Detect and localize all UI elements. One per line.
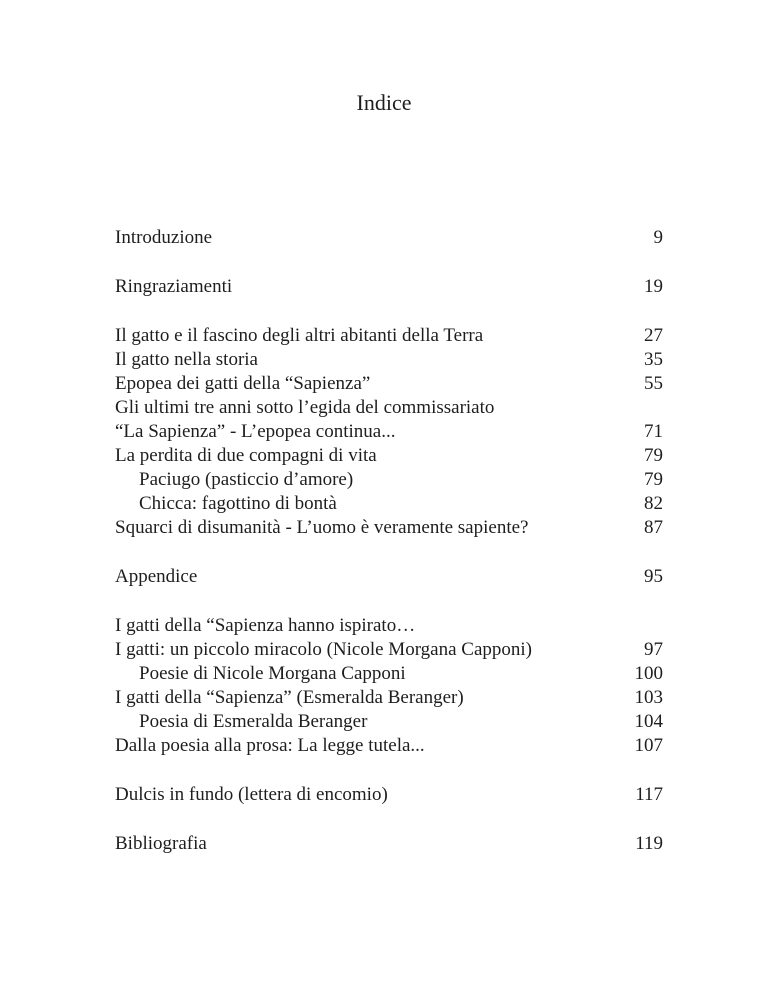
toc-group [115, 783, 663, 807]
toc-entry-title: Ringraziamenti [115, 276, 233, 297]
toc-entry-title: I gatti: un piccolo miracolo (Nicole Morgana Capponi) [115, 639, 533, 660]
toc-entry-title: La perdita di due compagni di vita [115, 445, 377, 466]
toc-entry-page-number: 55 [644, 373, 663, 394]
toc-entry-page-number: 119 [635, 833, 663, 854]
toc-entry [115, 372, 663, 396]
toc-entry [115, 396, 663, 420]
toc-subentry [115, 710, 663, 734]
toc-entry-page-number: 27 [644, 325, 663, 346]
toc-entry [115, 565, 663, 589]
toc-entry-page-number: 79 [644, 469, 663, 490]
toc-entry-title: I gatti della “Sapienza hanno ispirato… [115, 615, 416, 636]
toc-entry-title: Paciugo (pasticcio d’amore) [139, 469, 354, 490]
toc-entry-title: Gli ultimi tre anni sotto l’egida del commissariato [115, 397, 495, 418]
toc-entry-title: I gatti della “Sapienza” (Esmeralda Beranger) [115, 687, 464, 708]
page-title: Indice [356, 90, 412, 115]
toc-entry [115, 348, 663, 372]
table-of-contents [115, 226, 663, 881]
toc-entry [115, 638, 663, 662]
toc-group [115, 275, 663, 299]
toc-group [115, 832, 663, 856]
toc-entry-title: Bibliografia [115, 833, 207, 854]
toc-entry [115, 420, 663, 444]
toc-group [115, 565, 663, 589]
toc-entry [115, 444, 663, 468]
toc-entry-title: Il gatto nella storia [115, 349, 258, 370]
toc-subentry [115, 662, 663, 686]
toc-entry [115, 686, 663, 710]
toc-entry-title: Chicca: fagottino di bontà [139, 493, 337, 514]
toc-entry [115, 275, 663, 299]
toc-entry-page-number: 97 [644, 639, 663, 660]
toc-group [115, 614, 663, 758]
toc-entry-page-number: 79 [644, 445, 663, 466]
toc-entry-page-number: 9 [653, 227, 663, 248]
toc-entry [115, 783, 663, 807]
toc-entry-page-number: 19 [644, 276, 663, 297]
toc-subentry [115, 492, 663, 516]
toc-entry [115, 734, 663, 758]
toc-entry-page-number: 117 [635, 784, 663, 805]
toc-entry-title: Appendice [115, 566, 198, 587]
toc-entry-page-number: 71 [644, 421, 663, 442]
toc-entry-title: Epopea dei gatti della “Sapienza” [115, 373, 371, 394]
toc-entry-page-number: 104 [634, 711, 663, 732]
toc-entry-title: Poesie di Nicole Morgana Capponi [139, 663, 406, 684]
toc-entry-page-number: 103 [634, 687, 663, 708]
toc-entry-page-number: 87 [644, 517, 663, 538]
toc-entry [115, 516, 663, 540]
toc-entry-title: Squarci di disumanità - L’uomo è veramente sapiente? [115, 517, 529, 538]
toc-entry-title: Il gatto e il fascino degli altri abitanti della Terra [115, 325, 484, 346]
toc-entry [115, 324, 663, 348]
toc-group [115, 226, 663, 250]
toc-entry-title: Introduzione [115, 227, 213, 248]
toc-entry-title: Poesia di Esmeralda Beranger [139, 711, 368, 732]
toc-entry-page-number: 82 [644, 493, 663, 514]
toc-entry-page-number: 107 [634, 735, 663, 756]
toc-entry-page-number: 100 [634, 663, 663, 684]
toc-entry [115, 832, 663, 856]
toc-entry-page-number: 95 [644, 566, 663, 587]
toc-entry-page-number: 35 [644, 349, 663, 370]
toc-entry-title: “La Sapienza” - L’epopea continua... [115, 421, 396, 442]
toc-entry [115, 614, 663, 638]
toc-subentry [115, 468, 663, 492]
toc-entry-title: Dulcis in fundo (lettera di encomio) [115, 784, 388, 805]
toc-entry-title: Dalla poesia alla prosa: La legge tutela... [115, 735, 425, 756]
toc-entry [115, 226, 663, 250]
toc-group [115, 324, 663, 540]
